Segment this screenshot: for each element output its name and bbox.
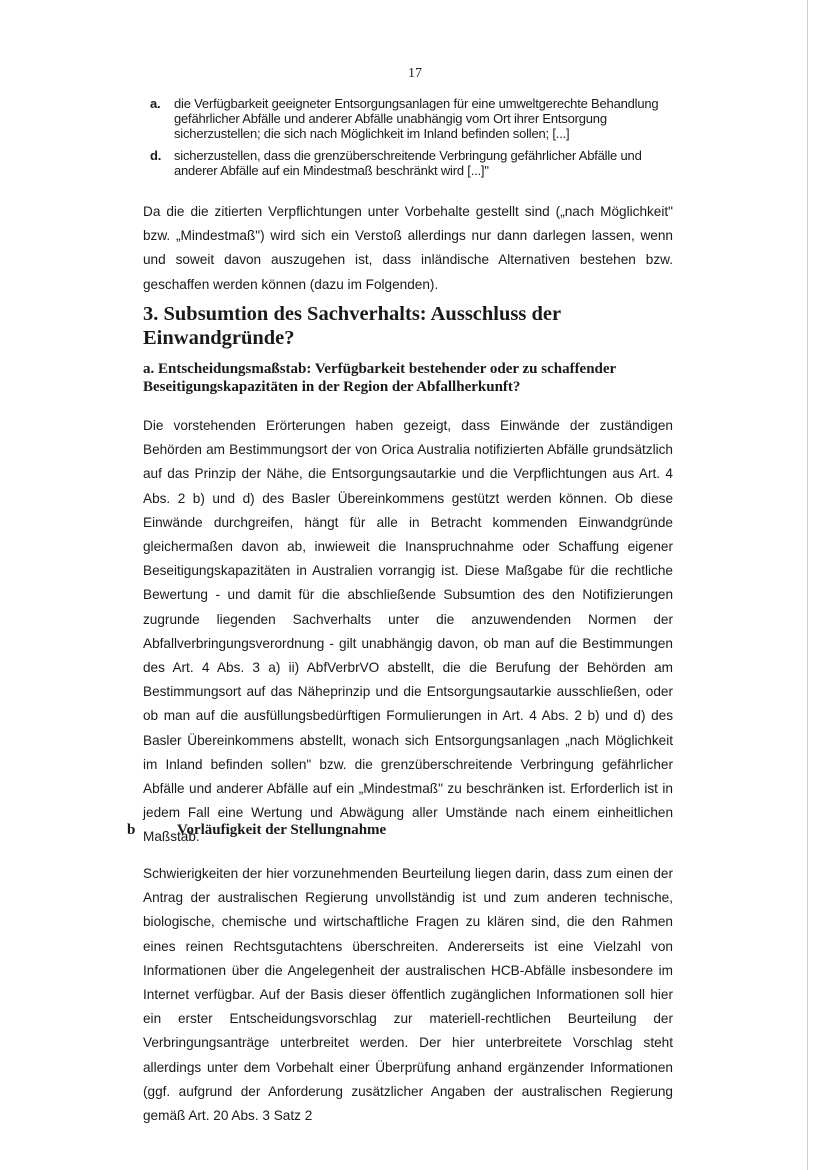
list-label: d. <box>150 148 162 163</box>
list-item-d <box>150 148 675 178</box>
list-text: die Verfügbarkeit geeigneter Entsorgungsanlagen für eine umweltgerechte Behandlung gefährlicher Abfälle und anderer Abfälle unabhängig vom Ort ihrer Entsorgung sicherzustellen; die sich nach Möglichkeit im Inland befinden sollen; [...] <box>174 96 659 141</box>
section-heading-3: 3. Subsumtion des Sachverhalts: Ausschluss der Einwandgründe? <box>143 303 561 349</box>
subsection-heading-a: a. Entscheidungsmaßstab: Verfügbarkeit bestehender oder zu schaffender Beseitigungskapazitäten in der Region der Abfallherkunft? <box>143 361 616 395</box>
heading-b-title: Vorläufigkeit der Stellungnahme <box>177 822 387 838</box>
heading-b-label: b <box>127 822 136 838</box>
paragraph-decision-standard: Die vorstehenden Erörterungen haben gezeigt, dass Einwände der zuständigen Behörden am Bestimmungsort der von Orica Australia notifizierten Abfälle grundsätzlich auf das Prinzip der Nähe, die Entsorgungsautarkie und die Verpflichtungen aus Art. 4 Abs. 2 b) und d) des Basler Übereinkommens gestützt werden können. Ob diese Einwände durchgreifen, hängt für alle in Betracht kommenden Einwandgründe gleichermaßen davon ab, inwieweit die Inanspruchnahme oder Schaffung eigener Beseitigungskapazitäten in Australien vorrangig ist. Diese Maßgabe für die rechtliche Bewertung - und damit für die abschließende Subsumtion des den Notifizierungen zugrunde liegenden Sachverhalts unter die anzuwendenden Normen der Abfallverbringungsverordnung - gilt unabhängig davon, ob man auf die Bestimmungen des Art. 4 Abs. 3 a) ii) AbfVerbrVO abstellt, die die Berufung der Behörden am Bestimmungsort auf das Näheprinzip und die Entsorgungsautarkie ausschließen, oder ob man auf die ausfüllungsbedürftigen Formulierungen in Art. 4 Abs. 2 b) und d) des Basler Übereinkommens abstellt, wonach sich Entsorgungsanlagen „nach Möglichkeit im Inland befinden sollen" bzw. die grenzüberschreitende Verbringung gefährlicher Abfälle und anderer Abfälle auf ein „Mindestmaß" zu beschränken ist. Erforderlich ist in jedem Fall eine Wertung und Abwägung aller Umstände nach einem einheitlichen Maßstab. <box>143 418 673 845</box>
scan-edge-line <box>807 0 808 1170</box>
page-number: 17 <box>408 66 422 81</box>
list-item-a <box>150 96 675 141</box>
paragraph-preliminary: Schwierigkeiten der hier vorzunehmenden Beurteilung liegen darin, dass zum einen der Antrag der australischen Regierung unvollständig ist und zum anderen technische, biologische, chemische und wirtschaftliche Fragen zu klären sind, die den Rahmen eines reinen Rechtsgutachtens überschreiten. Andererseits ist eine Vielzahl von Informationen über die Angelegenheit der australischen HCB-Abfälle insbesondere im Internet verfügbar. Auf der Basis dieser öffentlich zugänglichen Informationen soll hier ein erster Entscheidungsvorschlag zur materiell-rechtlichen Beurteilung der Verbringungsanträge unterbreitet werden. Der hier unterbreitete Vorschlag steht allerdings unter dem Vorbehalt einer Überprüfung anhand ergänzender Informationen (ggf. aufgrund der Anforderung zusätzlicher Angaben der australischen Regierung gemäß Art. 20 Abs. 3 Satz 2 <box>143 866 673 1124</box>
paragraph-intro: Da die die zitierten Verpflichtungen unter Vorbehalte gestellt sind („nach Möglichkeit" bzw. „Mindestmaß") wird sich ein Verstoß allerdings nur dann darlegen lassen, wenn und soweit davon auszugehen ist, dass inländische Alternativen bestehen bzw. geschaffen werden können (dazu im Folgenden). <box>143 204 673 292</box>
list-text: sicherzustellen, dass die grenzüberschreitende Verbringung gefährlicher Abfälle und anderer Abfälle auf ein Mindestmaß beschränkt wird [...]" <box>174 148 642 178</box>
list-label: a. <box>150 96 161 111</box>
